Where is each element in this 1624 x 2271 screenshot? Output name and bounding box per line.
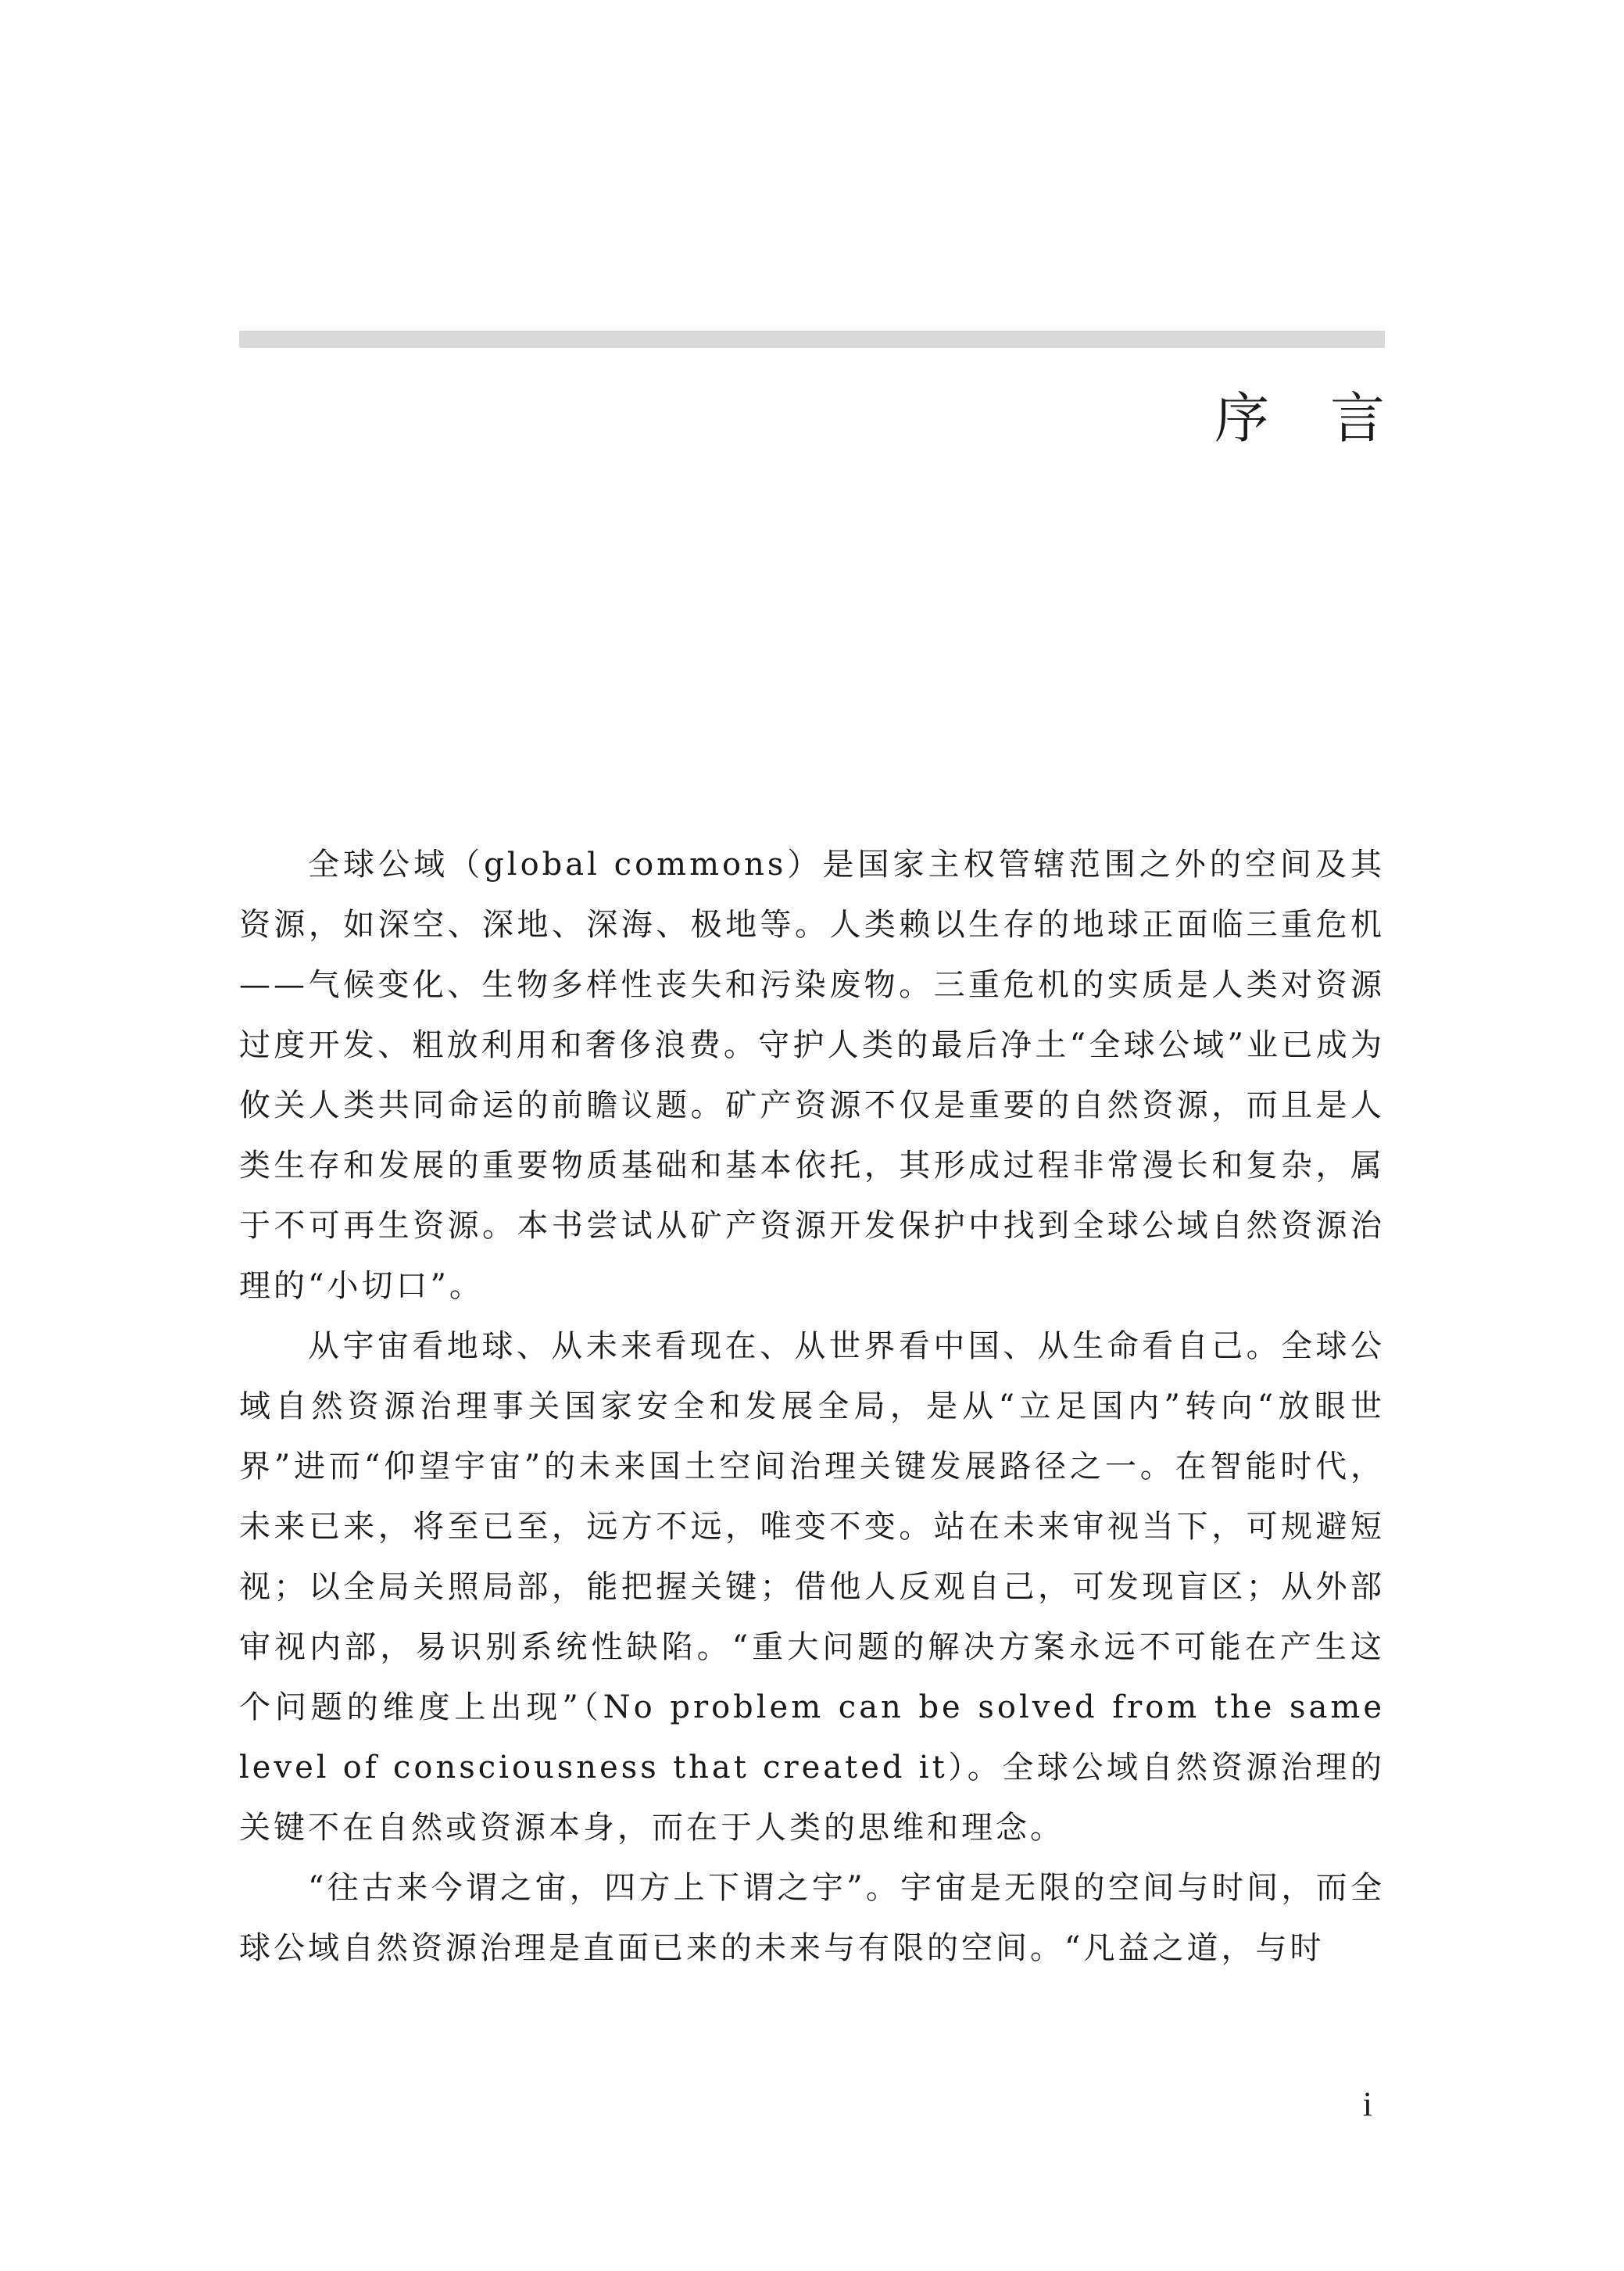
chapter-title: 序言 (1214, 386, 1446, 450)
paragraph-3: “往古来今谓之宙，四方上下谓之宇”。宇宙是无限的空间与时间，而全球公域自然资源治理是直面已来的未来与有限的空间。“凡益之道，与时 (239, 1870, 1385, 1966)
paragraph-2: 从宇宙看地球、从未来看现在、从世界看中国、从生命看自己。全球公域自然资源治理事关国家安全和发展全局，是从“立足国内”转向“放眼世界”进而“仰望宇宙”的未来国土空间治理关键发展路径之一。在智能时代，未来已来，将至已至，远方不远，唯变不变。站在未来审视当下，可规避短视；以全局关照局部，能把握关键；借他人反观自己，可发现盲区；从外部审视内部，易识别系统性缺陷。“重大问题的解决方案永远不可能在产生这个问题的维度上出现”（No problem can be solved from the same level of consciousness that created it）。全球公域自然资源治理的关键不在自然或资源本身，而在于人类的思维和理念。 (239, 1328, 1385, 1846)
paragraph-1: 全球公域（global commons）是国家主权管辖范围之外的空间及其资源，如深空、深地、深海、极地等。人类赖以生存的地球正面临三重危机——气候变化、生物多样性丧失和污染废物。三重危机的实质是人类对资源过度开发、粗放利用和奢侈浪费。守护人类的最后净土“全球公域”业已成为攸关人类共同命运的前瞻议题。矿产资源不仅是重要的自然资源，而且是人类生存和发展的重要物质基础和基本依托，其形成过程非常漫长和复杂，属于不可再生资源。本书尝试从矿产资源开发保护中找到全球公域自然资源治理的“小切口”。 (239, 847, 1385, 1304)
page-number: i (1362, 2085, 1372, 2123)
chapter-header-rule (239, 331, 1385, 348)
body-text (239, 835, 1385, 1979)
